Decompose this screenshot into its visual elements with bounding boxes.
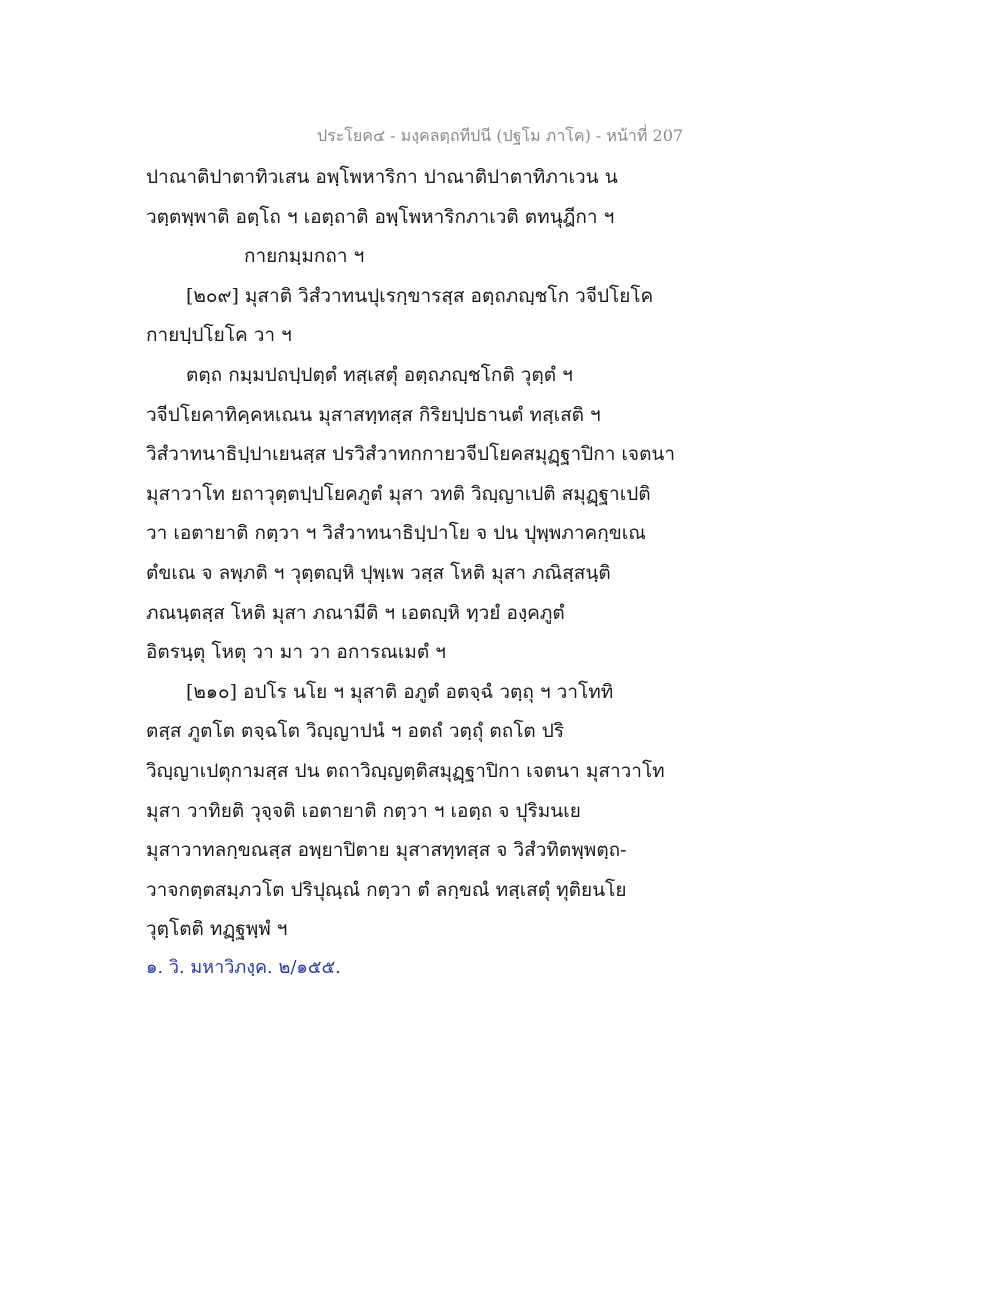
text-line: มุสาวาโท ยถาวุตฺตปฺปโยคภูตํ มุสา วทติ วิญฺญาเปติ สมุฏฺฐาเปติ xyxy=(146,482,651,505)
text-line: วาจกตฺตสมฺภวโต ปริปุณฺณํ กตฺวา ตํ ลกฺขณํ ทสฺเสตุํ ทุติยนโย xyxy=(146,878,627,901)
text-line: วุตฺโตติ ทฏฺฐพฺพํ ฯ xyxy=(146,918,288,941)
text-line: อิตรนฺตุ โหตุ วา มา วา อการณเมตํ ฯ xyxy=(146,641,446,664)
text-line: มุสาวาทลกฺขณสฺส อพฺยาปิตาย มุสาสทฺทสฺส จ วิสํวทิตพฺพตฺถ- xyxy=(146,839,627,862)
text-line: วจีปโยคาทิคฺคหเณน มุสาสทฺทสฺส กิริยปฺปธานตํ ทสฺเสติ ฯ xyxy=(146,403,601,426)
text-line: ปาณาติปาตาทิวเสน อพฺโพหาริกา ปาณาติปาตาทิภาเวน น xyxy=(146,166,618,188)
paragraph-start: [๒๑๐] อปโร นโย ฯ มุสาติ อภูตํ อตจฺฉํ วตฺถุ ฯ วาโททิ xyxy=(186,680,614,703)
running-header: ประโยค๔ - มงฺคลตฺถทีปนี (ปฐโม ภาโค) - หน้าที่ 207 xyxy=(316,126,684,145)
text-line: วิสํวาทนาธิปฺปาเยนสฺส ปรวิสํวาทกกายวจีปโยคสมุฏฺฐาปิกา เจตนา xyxy=(146,443,676,466)
text-line: มุสา วาทิยติ วุจฺจติ เอตายาติ กตฺวา ฯ เอตฺถ จ ปุริมนเย xyxy=(146,799,581,822)
section-heading: กายกมฺมกถา ฯ xyxy=(244,245,365,268)
footnote: ๑. วิ. มหาวิภงฺค. ๒/๑๕๕. xyxy=(146,957,341,978)
text-line: ตํขเณ จ ลพฺภติ ฯ วุตฺตญฺหิ ปุพฺเพ วสฺส โหติ มุสา ภณิสฺสนฺติ xyxy=(146,561,611,584)
text-line: ตสฺส ภูตโต ตจฺฉโต วิญฺญาปนํ ฯ อตถํ วตฺถุํ ตถโต ปริ xyxy=(146,720,565,743)
text-line: วิญฺญาเปตุกามสฺส ปน ตถาวิญฺญตฺติสมุฏฺฐาปิกา เจตนา มุสาวาโท xyxy=(146,759,665,782)
text-line: วา เอตายาติ กตฺวา ฯ วิสํวาทนาธิปฺปาโย จ ปน ปุพฺพภาคกฺขเณ xyxy=(146,522,646,545)
body-text xyxy=(146,158,706,950)
text-line: วตฺตพฺพาติ อตฺโถ ฯ เอตฺถาติ อพฺโพหาริกภาเวติ ตทนุฎีกา ฯ xyxy=(146,205,615,228)
text-line: กายปฺปโยโค วา ฯ xyxy=(146,324,292,347)
paragraph-start: ตตฺถ กมฺมปถปฺปตฺตํ ทสฺเสตุํ อตฺถภญฺชโกติ วุตฺตํ ฯ xyxy=(186,363,573,386)
text-line: ภณนฺตสฺส โหติ มุสา ภณามีติ ฯ เอตญฺหิ ทฺวยํ องฺคภูตํ xyxy=(146,601,565,624)
paragraph-start: [๒๐๙] มุสาติ วิสํวาทนปุเรกฺขารสฺส อตฺถภญฺชโก วจีปโยโค xyxy=(186,284,654,307)
